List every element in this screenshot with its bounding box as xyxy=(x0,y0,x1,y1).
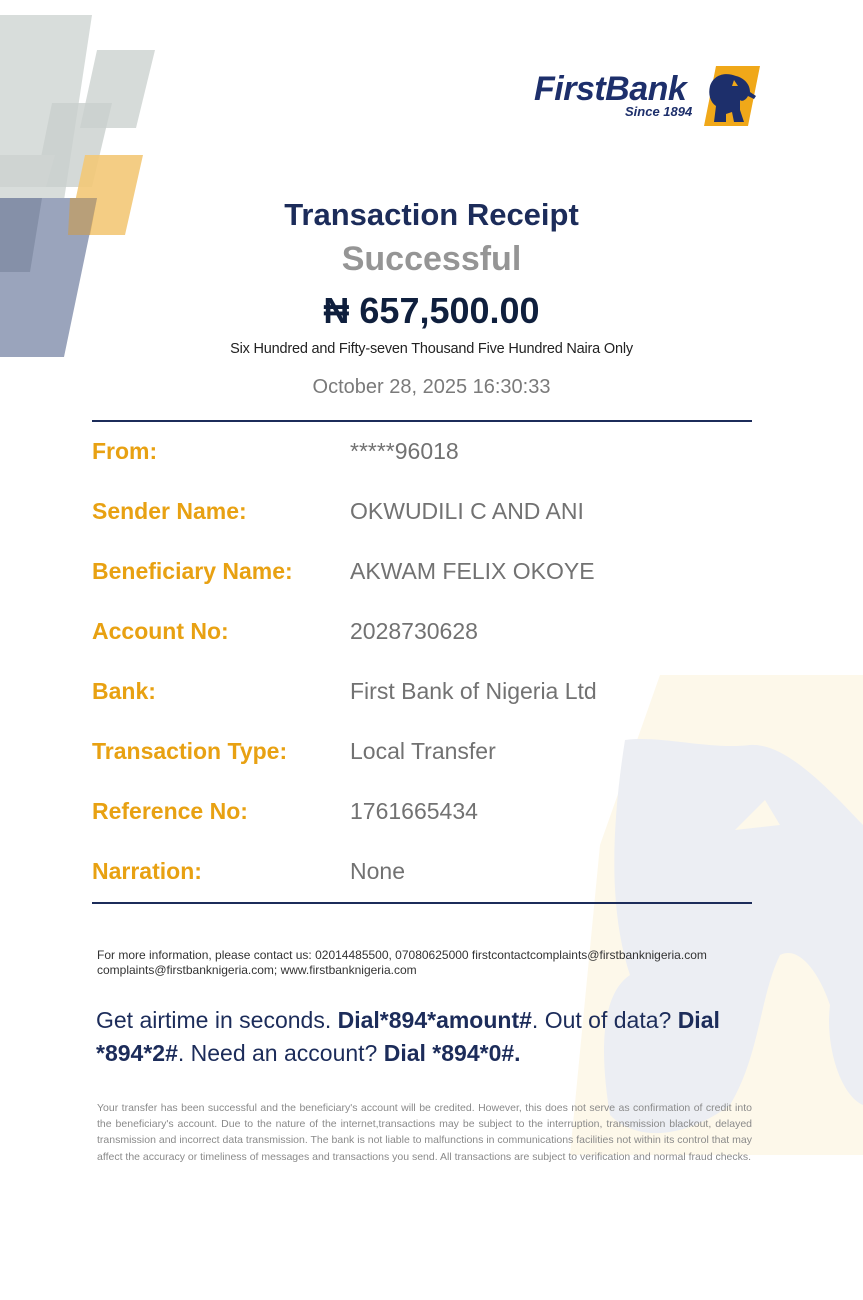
details-table xyxy=(92,430,752,910)
detail-row-reference-no xyxy=(92,790,752,850)
detail-label: Reference No: xyxy=(92,798,248,824)
disclaimer: Your transfer has been successful and the beneficiary's account will be credited. However, this does not serve as confirmation of credit into the beneficiary's account. Due to the nature of the internet,transactions may be subject to the interruption, transmission blackout, delayed transmission and incorrect data transmission. The bank is not liable to malfunctions in communications facilities not within its control that may affect the accuracy or timeliness of messages and transactions you send. All transactions are subject to verification and normal fraud checks. xyxy=(97,1102,752,1163)
receipt-title: Transaction Receipt xyxy=(284,197,579,232)
detail-label: Bank: xyxy=(92,678,156,704)
divider-top xyxy=(92,420,752,422)
detail-value: AKWAM FELIX OKOYE xyxy=(350,558,595,584)
transaction-datetime: October 28, 2025 16:30:33 xyxy=(312,376,551,398)
detail-value: OKWUDILI C AND ANI xyxy=(350,498,584,524)
detail-value: *****96018 xyxy=(350,438,459,464)
contact-line-2: complaints@firstbanknigeria.com; www.firstbanknigeria.com xyxy=(97,963,417,977)
logo-wordmark: FirstBank xyxy=(534,70,687,108)
detail-row-account-no xyxy=(92,610,752,670)
promo-code-account: Dial *894*0#. xyxy=(383,1040,521,1066)
detail-label: Account No: xyxy=(92,618,229,644)
detail-label: From: xyxy=(92,438,158,464)
promo-text: . Out of data? xyxy=(531,1007,678,1033)
detail-label: Beneficiary Name: xyxy=(92,558,293,584)
detail-label: Narration: xyxy=(92,858,202,884)
firstbank-logo xyxy=(534,66,759,128)
detail-row-bank xyxy=(92,670,752,730)
detail-row-sender-name xyxy=(92,490,752,550)
detail-value: None xyxy=(350,858,405,884)
amount-in-words: Six Hundred and Fifty-seven Thousand Five Hundred Naira Only xyxy=(230,341,633,357)
amount: ₦ 657,500.00 xyxy=(323,290,540,331)
elephant-icon xyxy=(704,66,760,126)
detail-row-beneficiary-name xyxy=(92,550,752,610)
detail-row-from xyxy=(92,430,752,490)
detail-value: 1761665434 xyxy=(350,798,478,824)
promo-code-airtime: Dial*894*amount# xyxy=(337,1007,532,1033)
contact-line-1: For more information, please contact us: 02014485500, 07080625000 firstcontactcomplaints@firstbanknigeria.com xyxy=(97,948,707,962)
detail-value: First Bank of Nigeria Ltd xyxy=(350,678,597,704)
contact-info xyxy=(97,948,767,978)
detail-label: Transaction Type: xyxy=(92,738,288,764)
detail-row-narration xyxy=(92,850,752,910)
promo-code-data: Dial *894*2# xyxy=(96,1007,720,1066)
detail-label: Sender Name: xyxy=(92,498,247,524)
detail-value: Local Transfer xyxy=(350,738,496,764)
detail-value: 2028730628 xyxy=(350,618,478,644)
status-badge: Successful xyxy=(341,240,522,278)
promo-text: . Need an account? xyxy=(177,1040,384,1066)
ussd-promo xyxy=(96,1004,776,1070)
divider-bottom xyxy=(92,902,752,904)
promo-text: Get airtime in seconds. xyxy=(96,1007,338,1033)
logo-tagline: Since 1894 xyxy=(625,104,693,119)
detail-row-transaction-type xyxy=(92,730,752,790)
